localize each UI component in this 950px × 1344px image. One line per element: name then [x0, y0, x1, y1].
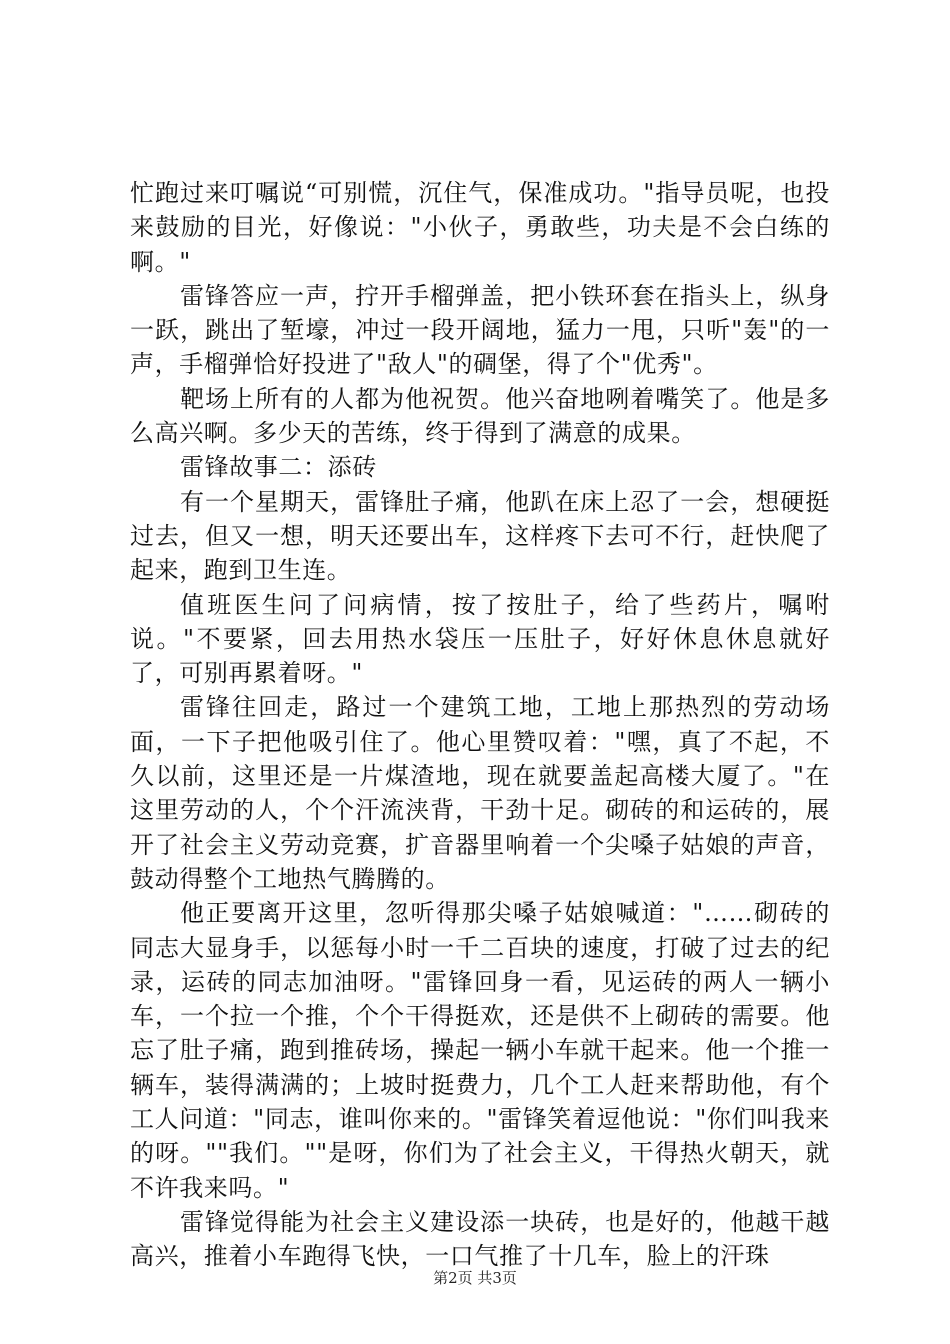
paragraph: 他正要离开这里，忽听得那尖嗓子姑娘喊道："……砌砖的同志大显身手，以惩每小时一千二百块的速度，打破了过去的纪录，运砖的同志加油呀。"雷锋回身一看，见运砖的两人一辆小车，一个拉一个推，个个干得挺欢，还是供不上砌砖的需要。他忘了肚子痛，跑到推砖场，操起一辆小车就干起来。他一个推一辆车，装得满满的；上坡时挺费力，几个工人赶来帮助他，有个工人问道："同志，谁叫你来的。"雷锋笑着逗他说："你们叫我来的呀。""我们。""是呀，你们为了社会主义，干得热火朝天，就不许我来吗。" [130, 899, 830, 1202]
paragraph: 忙跑过来叮嘱说“可别慌，沉住气，保准成功。"指导员呢，也投来鼓励的目光，好像说："小伙子，勇敢些，功夫是不会白练的啊。" [130, 179, 830, 276]
section-heading: 雷锋故事二：添砖 [180, 453, 377, 482]
paragraph: 雷锋觉得能为社会主义建设添一块砖，也是好的，他越干越高兴，推着小车跑得飞快，一口气推了十几车，脸上的汗珠 [130, 1207, 830, 1271]
paragraph: 有一个星期天，雷锋肚子痛，他趴在床上忍了一会，想硬挺过去，但又一想，明天还要出车，这样疼下去可不行，赶快爬了起来，跑到卫生连。 [130, 487, 830, 585]
paragraph: 雷锋往回走，路过一个建筑工地，工地上那热烈的劳动场面，一下子把他吸引住了。他心里赞叹着："嘿，真了不起，不久以前，这里还是一片煤渣地，现在就要盖起高楼大厦了。"在这里劳动的人，个个汗流浃背，干劲十足。砌砖的和运砖的，展开了社会主义劳动竞赛，扩音器里响着一个尖嗓子姑娘的声音，鼓动得整个工地热气腾腾的。 [130, 693, 830, 893]
document-body [130, 176, 830, 1274]
page-number-footer: 第2页 共3页 [433, 1269, 517, 1287]
paragraph: 靶场上所有的人都为他祝贺。他兴奋地咧着嘴笑了。他是多么高兴啊。多少天的苦练，终于得到了满意的成果。 [130, 384, 830, 448]
paragraph: 值班医生问了问病情，按了按肚子，给了些药片，嘱咐说。"不要紧，回去用热水袋压一压肚子，好好休息休息就好了，可别再累着呀。" [130, 590, 830, 688]
paragraph: 雷锋答应一声，拧开手榴弹盖，把小铁环套在指头上，纵身一跃，跳出了堑壕，冲过一段开阔地，猛力一甩，只听"轰"的一声，手榴弹恰好投进了"敌人"的碉堡，得了个"优秀"。 [130, 281, 830, 379]
